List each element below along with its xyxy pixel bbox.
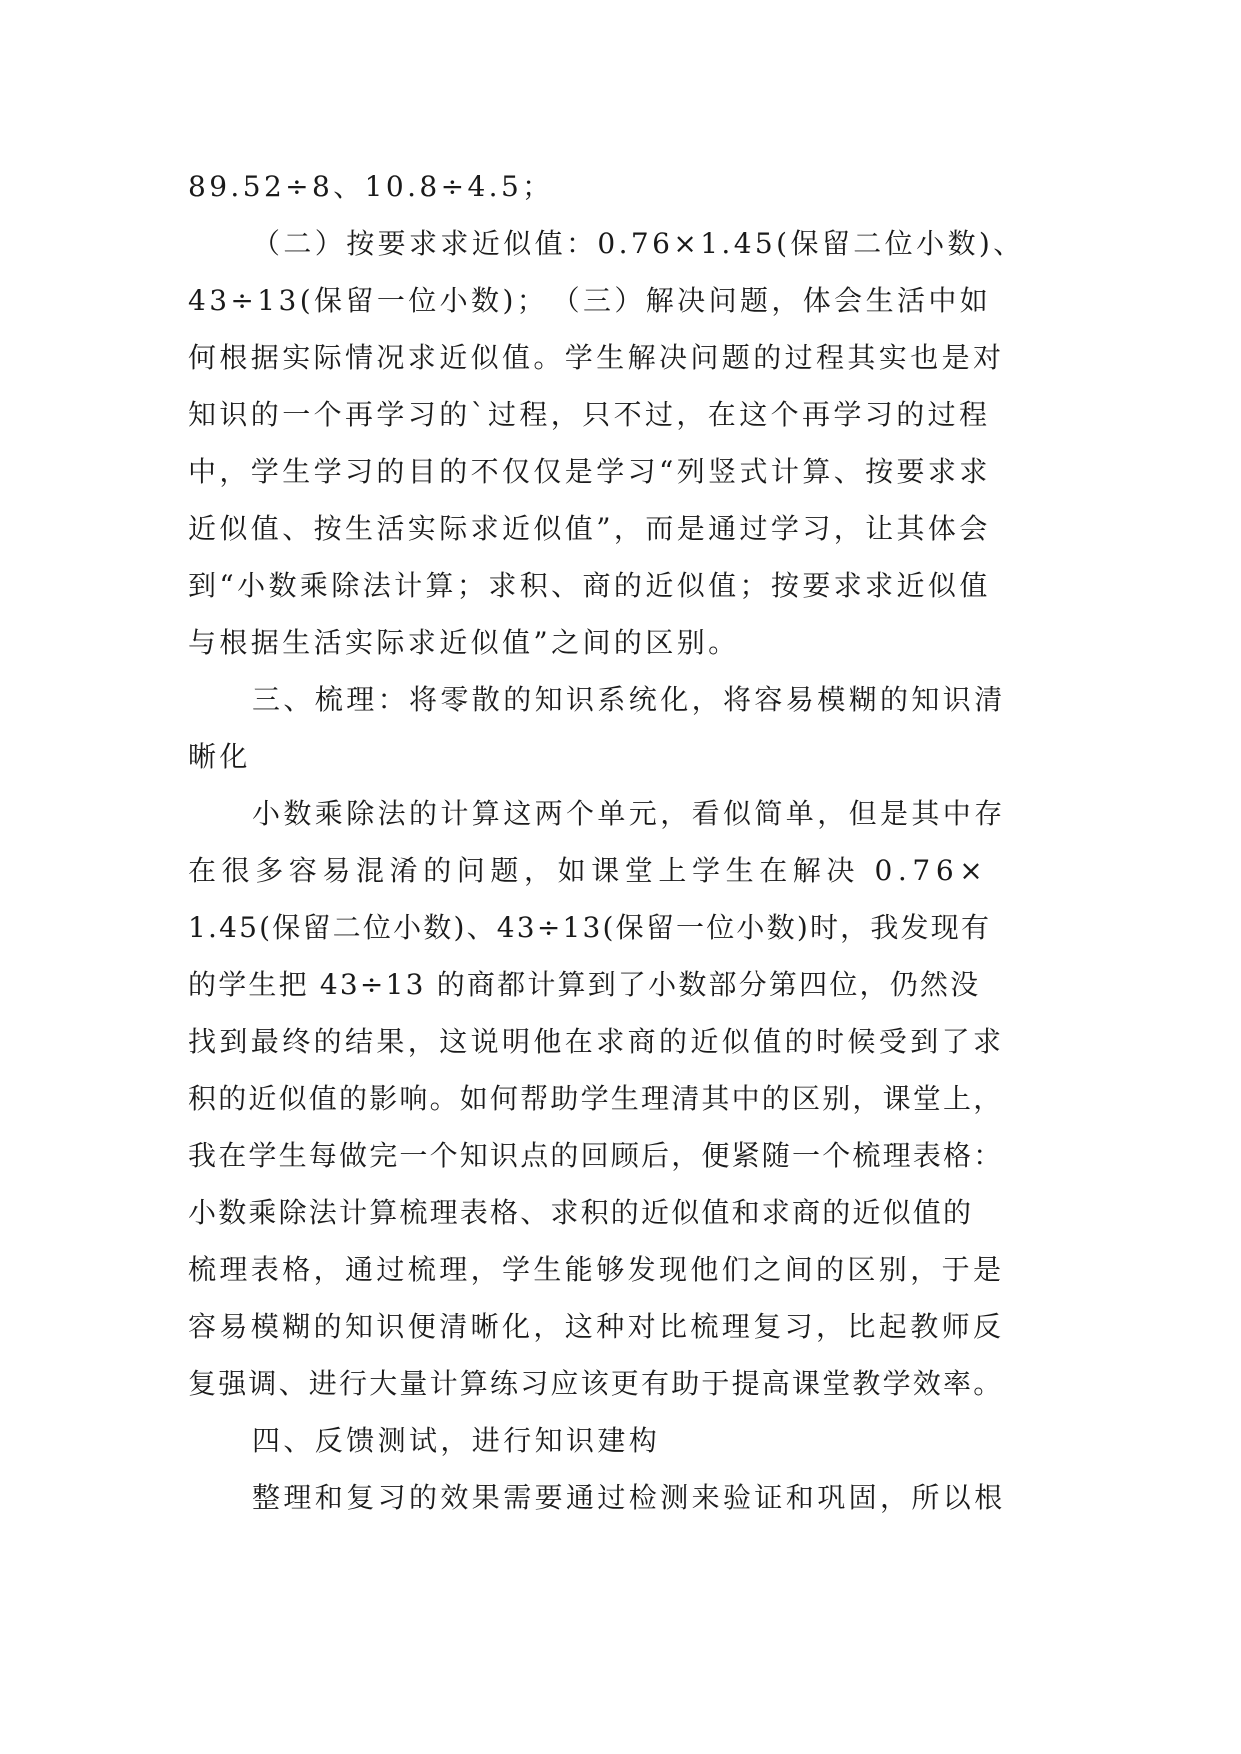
text-line-3: 43÷13(保留一位小数)； （三）解决问题，体会生活中如: [188, 284, 992, 317]
text-line-12: 小数乘除法的计算这两个单元，看似简单，但是其中存: [252, 797, 1006, 830]
text-line-2: （二）按要求求近似值：0.76×1.45(保留二位小数)、: [252, 227, 1025, 260]
text-line-17: 积的近似值的影响。如何帮助学生理清其中的区别，课堂上，: [188, 1082, 1004, 1115]
text-line-1: 89.52÷8、10.8÷4.5；: [188, 170, 554, 203]
text-line-15: 的学生把 43÷13 的商都计算到了小数部分第四位，仍然没: [188, 968, 981, 1001]
text-line-9: 与根据生活实际求近似值”之间的区别。: [188, 626, 740, 659]
text-line-20: 梳理表格，通过梳理，学生能够发现他们之间的区别，于是: [188, 1253, 1005, 1286]
text-line-19: 小数乘除法计算梳理表格、求积的近似值和求商的近似值的: [188, 1196, 974, 1229]
text-line-13: 在很多容易混淆的问题，如课堂上学生在解决 0.76×: [188, 854, 989, 887]
text-line-18: 我在学生每做完一个知识点的回顾后，便紧随一个梳理表格：: [188, 1139, 1004, 1172]
text-line-11: 晰化: [188, 740, 251, 773]
text-line-8: 到“小数乘除法计算；求积、商的近似值；按要求求近似值: [188, 569, 991, 602]
text-line-24: 整理和复习的效果需要通过检测来验证和巩固，所以根: [252, 1481, 1006, 1514]
document-page: [188, 158, 1056, 1526]
text-line-16: 找到最终的结果，这说明他在求商的近似值的时候受到了求: [188, 1025, 1005, 1058]
text-line-21: 容易模糊的知识便清晰化，这种对比梳理复习，比起教师反: [188, 1310, 1005, 1343]
section-heading-3: 三、梳理：将零散的知识系统化，将容易模糊的知识清: [252, 683, 1006, 716]
section-heading-4: 四、反馈测试，进行知识建构: [252, 1424, 661, 1457]
text-line-7: 近似值、按生活实际求近似值”，而是通过学习，让其体会: [188, 512, 991, 545]
text-line-14: 1.45(保留二位小数)、43÷13(保留一位小数)时，我发现有: [188, 911, 992, 944]
text-line-22: 复强调、进行大量计算练习应该更有助于提高课堂教学效率。: [188, 1367, 1004, 1400]
text-line-4: 何根据实际情况求近似值。学生解决问题的过程其实也是对: [188, 341, 1005, 374]
text-line-5: 知识的一个再学习的`过程，只不过，在这个再学习的过程: [188, 398, 991, 431]
text-line-6: 中，学生学习的目的不仅仅是学习“列竖式计算、按要求求: [188, 455, 991, 488]
